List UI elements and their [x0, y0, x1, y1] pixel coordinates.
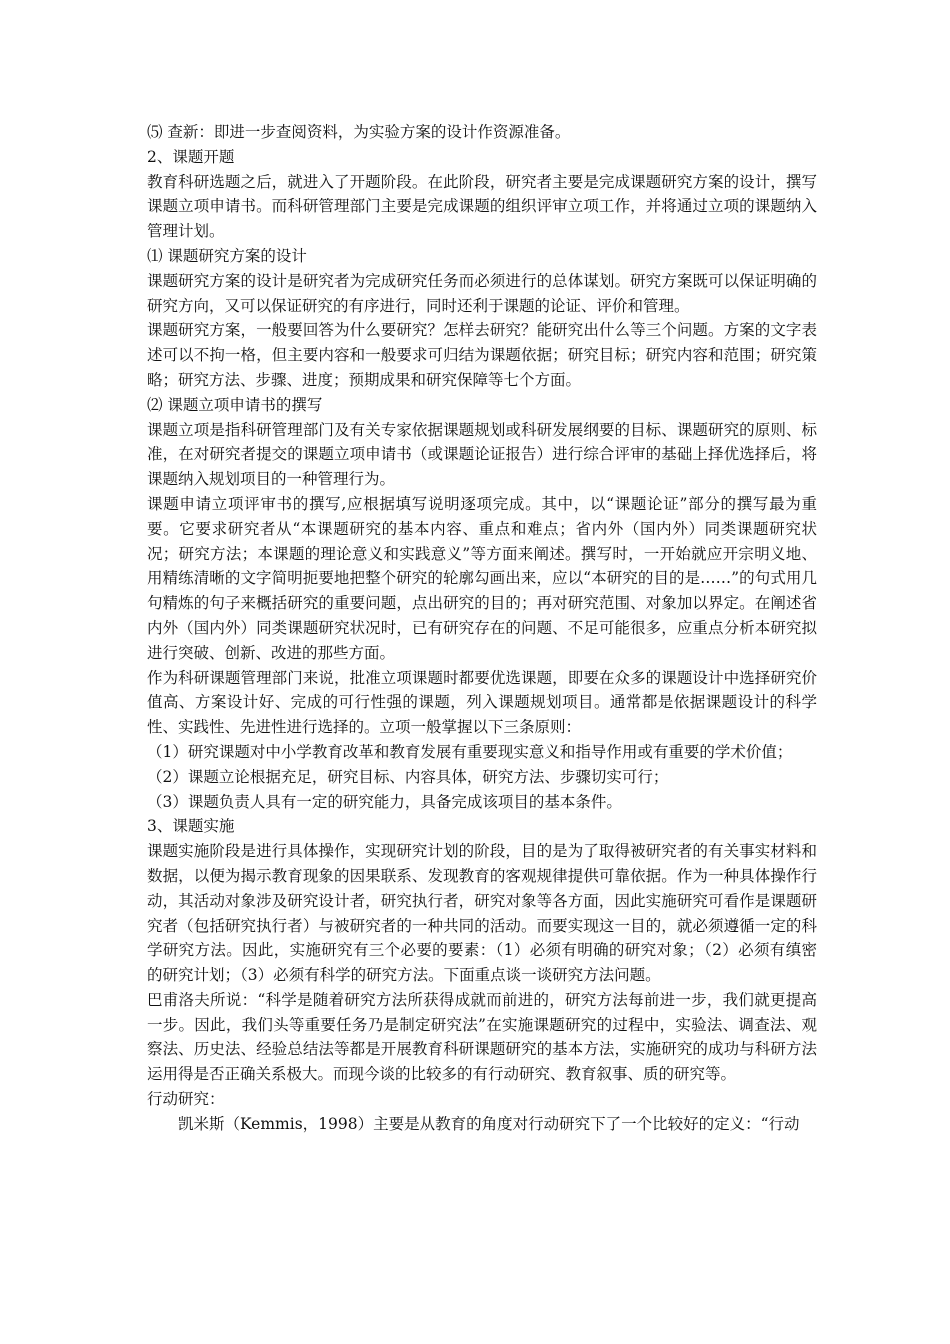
- subsection-heading: ⑵ 课题立项申请书的撰写: [147, 395, 323, 414]
- subsection-heading: ⑴ 课题研究方案的设计: [147, 246, 307, 265]
- section-heading: 2、课题开题: [147, 147, 235, 166]
- document-page: [147, 120, 817, 1137]
- list-item: （1）研究课题对中小学教育改革和教育发展有重要现实意义和指导作用或有重要的学术价值；: [147, 742, 793, 761]
- subsection-heading: 行动研究：: [147, 1090, 225, 1109]
- paragraph: 课题立项是指科研管理部门及有关专家依据课题规划或科研发展纲要的目标、课题研究的原则、标准，在对研究者提交的课题立项申请书（或课题论证报告）进行综合评审的基础上择优选择后，将课题纳入规划项目的一种管理行为。: [147, 420, 817, 489]
- paragraph: 课题申请立项评审书的撰写,应根据填写说明逐项完成。其中，以“课题论证”部分的撰写最为重要。它要求研究者从“本课题研究的基本内容、重点和难点；省内外（国内外）同类课题研究状况；研究方法；本课题的理论意义和实践意义”等方面来阐述。撰写时，一开始就应开宗明义地、用精练清晰的文字简明扼要地把整个研究的轮廓勾画出来，应以“本研究的目的是……”的句式用几句精炼的句子来概括研究的重要问题，点出研究的目的；再对研究范围、对象加以界定。在阐述省内外（国内外）同类课题研究状况时，已有研究存在的问题、不足可能很多，应重点分析本研究拟进行突破、创新、改进的那些方面。: [147, 494, 817, 662]
- paragraph: 课题研究方案的设计是研究者为完成研究任务而必须进行的总体谋划。研究方案既可以保证明确的研究方向，又可以保证研究的有序进行，同时还利于课题的论证、评价和管理。: [147, 271, 817, 315]
- paragraph: ⑸ 查新：即进一步查阅资料，为实验方案的设计作资源准备。: [147, 123, 571, 141]
- paragraph: 凯米斯（Kemmis，1998）主要是从教育的角度对行动研究下了一个比较好的定义：“行动: [178, 1114, 800, 1133]
- paragraph: 巴甫洛夫所说：“科学是随着研究方法所获得成就而前进的，研究方法每前进一步，我们就更提高一步。因此，我们头等重要任务乃是制定研究法”在实施课题研究的过程中，实验法、调查法、观察法、历史法、经验总结法等都是开展教育科研课题研究的基本方法，实施研究的成功与科研方法运用得是否正确关系极大。而现今谈的比较多的有行动研究、教育叙事、质的研究等。: [147, 990, 817, 1084]
- paragraph: 作为科研课题管理部门来说，批准立项课题时都要优选课题，即要在众多的课题设计中选择研究价值高、方案设计好、完成的可行性强的课题，列入课题规划项目。通常都是依据课题设计的科学性、实践性、先进性进行选择的。立项一般掌握以下三条原则：: [147, 668, 817, 737]
- list-item: （3）课题负责人具有一定的研究能力，具备完成该项目的基本条件。: [147, 792, 622, 811]
- section-heading: 3、课题实施: [147, 817, 235, 836]
- list-item: （2）课题立论根据充足，研究目标、内容具体，研究方法、步骤切实可行；: [147, 767, 669, 786]
- paragraph: 课题实施阶段是进行具体操作，实现研究计划的阶段，目的是为了取得被研究者的有关事实材料和数据，以便为揭示教育现象的因果联系、发现教育的客观规律提供可靠依据。作为一种具体操作行动，其活动对象涉及研究设计者，研究执行者，研究对象等各方面，因此实施研究可看作是课题研究者（包括研究执行者）与被研究者的一种共同的活动。而要实现这一目的，就必须遵循一定的科学研究方法。因此，实施研究有三个必要的要素：（1）必须有明确的研究对象；（2）必须有缜密的研究计划；（3）必须有科学的研究方法。下面重点谈一谈研究方法问题。: [147, 842, 817, 985]
- paragraph: 课题研究方案，一般要回答为什么要研究？怎样去研究？能研究出什么等三个问题。方案的文字表述可以不拘一格，但主要内容和一般要求可归结为课题依据；研究目标；研究内容和范围；研究策略；研究方法、步骤、进度；预期成果和研究保障等七个方面。: [147, 321, 817, 389]
- paragraph: 教育科研选题之后，就进入了开题阶段。在此阶段，研究者主要是完成课题研究方案的设计，撰写课题立项申请书。而科研管理部门主要是完成课题的组织评审立项工作，并将通过立项的课题纳入管理计划。: [147, 172, 817, 241]
